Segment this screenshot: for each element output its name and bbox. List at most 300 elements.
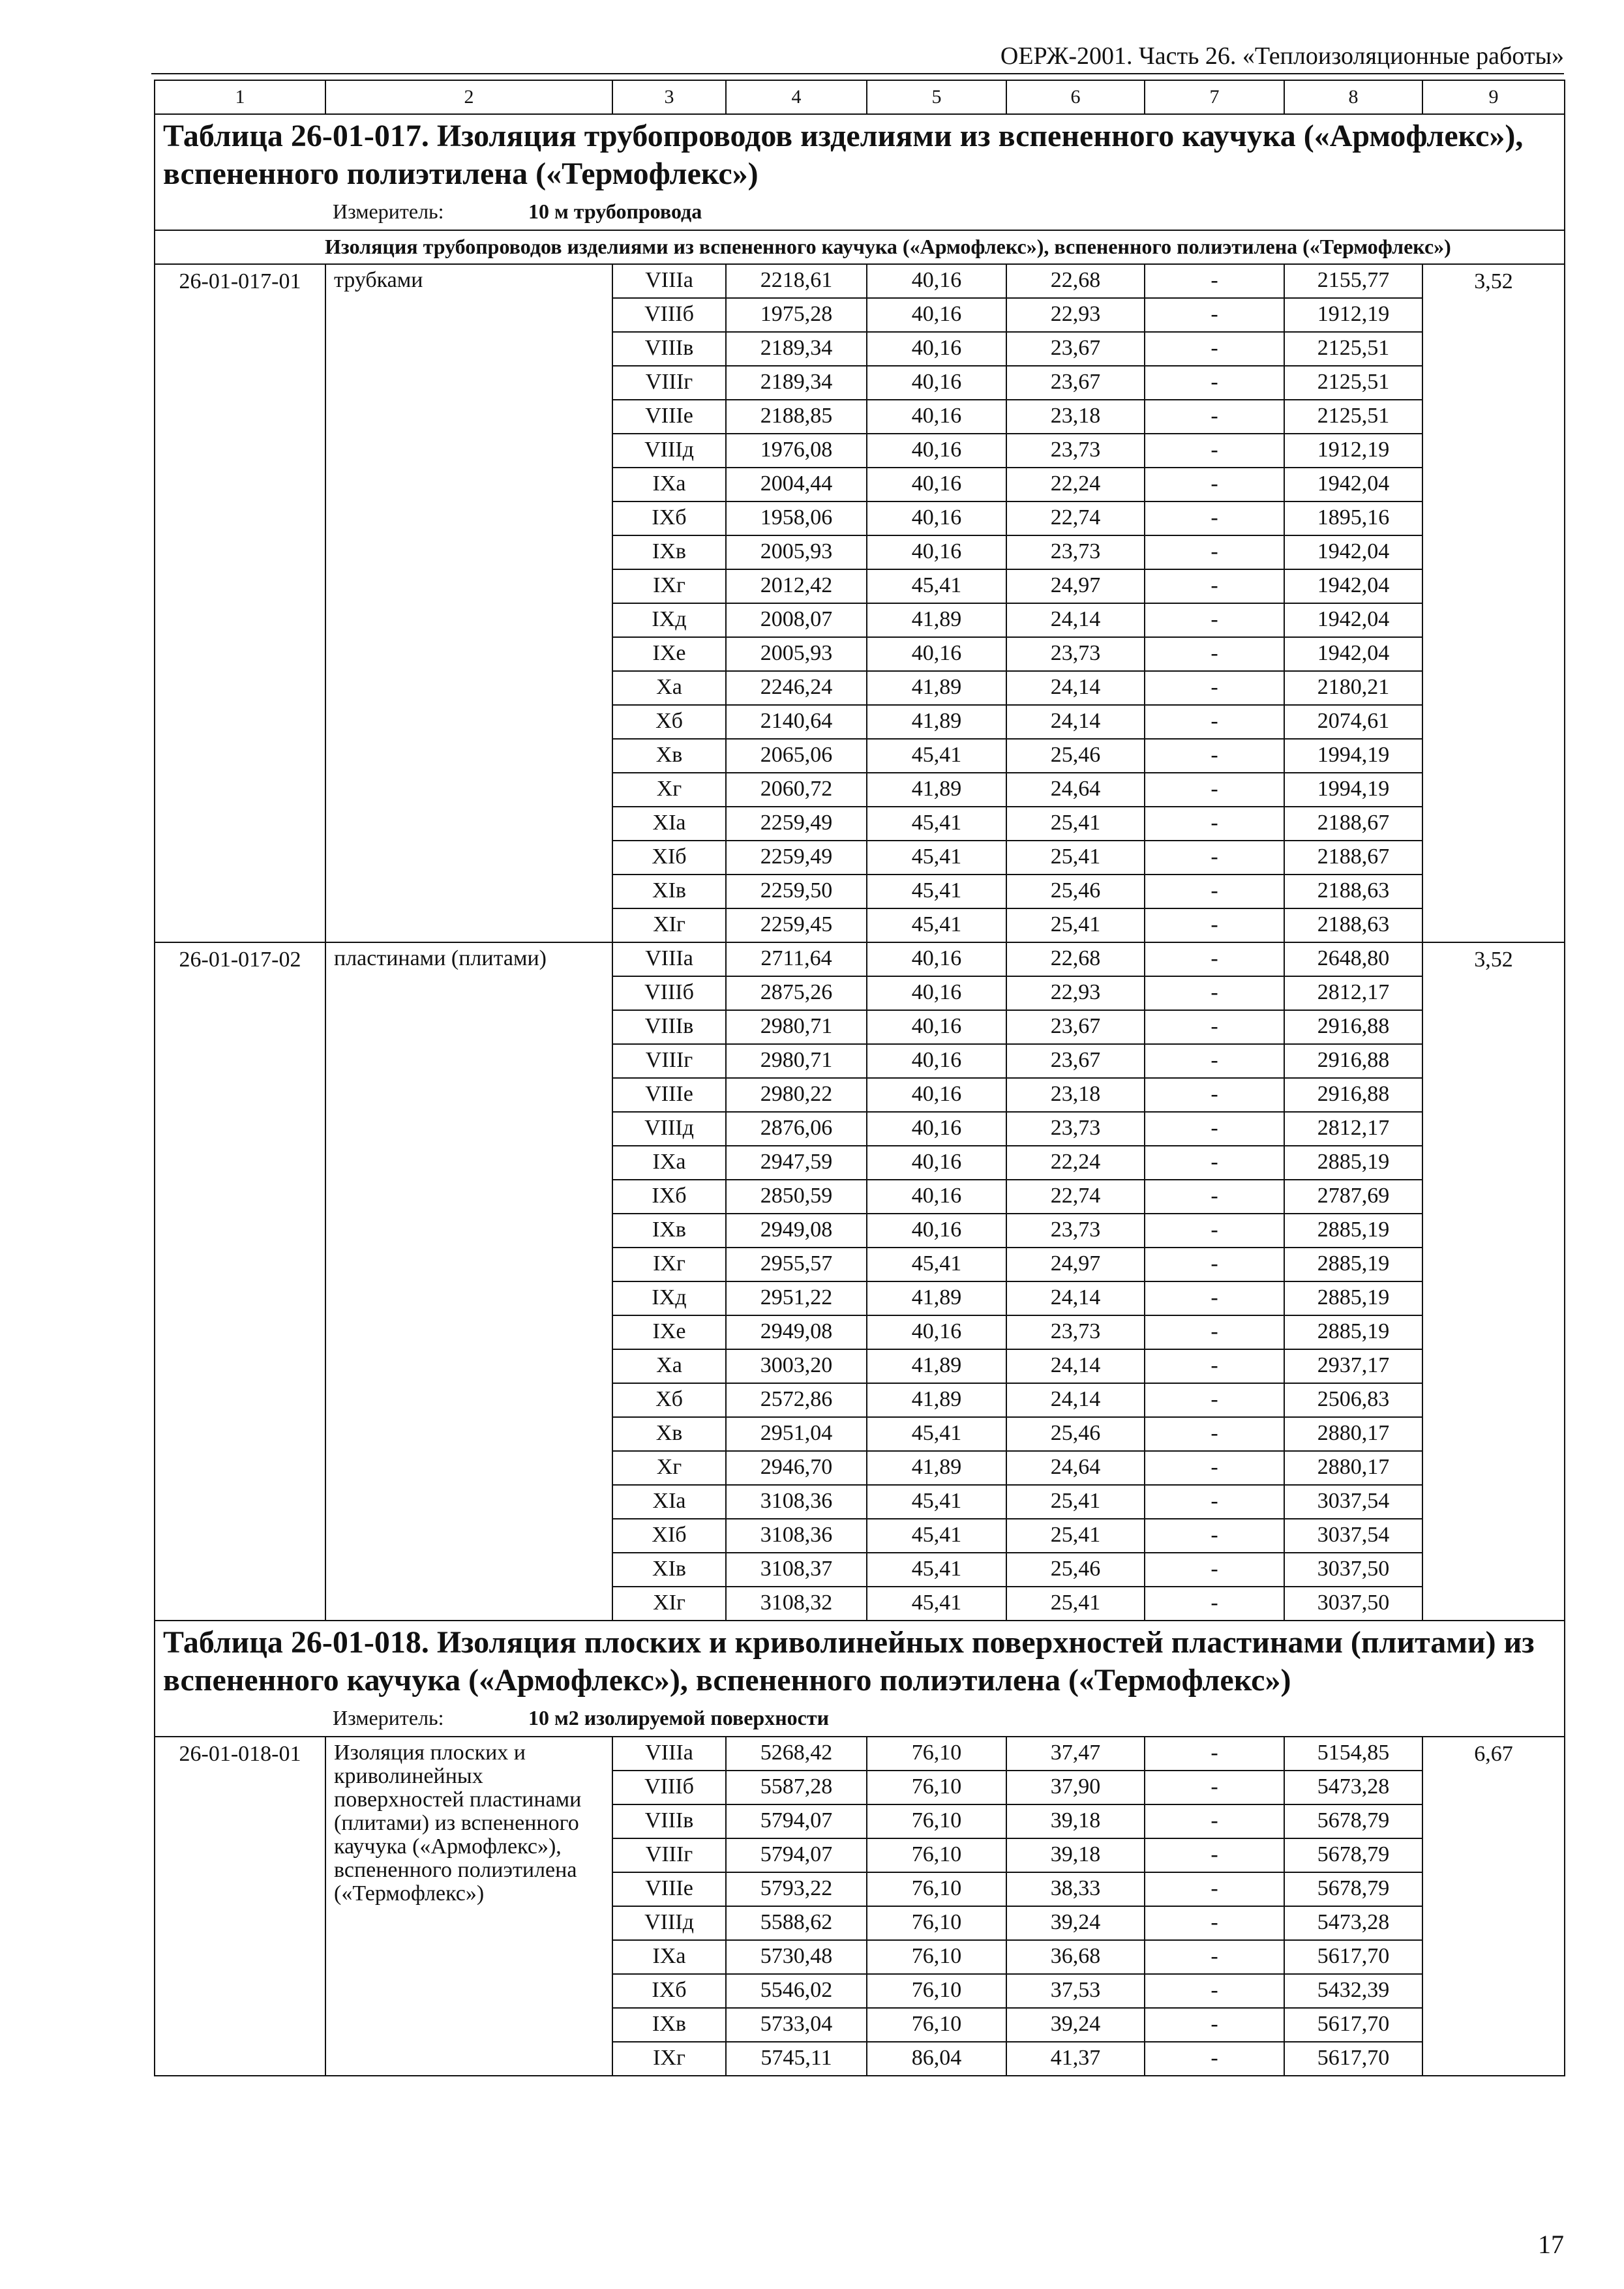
- table-cell: Xб: [612, 1383, 726, 1417]
- table-cell: 2980,71: [726, 1010, 867, 1044]
- table-cell: 5617,70: [1284, 2042, 1422, 2076]
- table-cell: 3003,20: [726, 1349, 867, 1383]
- table-cell: -: [1145, 1248, 1284, 1281]
- table-cell: IXа: [612, 1940, 726, 1974]
- table-cell: 2947,59: [726, 1146, 867, 1180]
- table-cell: 23,18: [1006, 1078, 1145, 1112]
- table-cell: 37,53: [1006, 1974, 1145, 2008]
- table-cell: 76,10: [867, 1872, 1006, 1906]
- table-cell: VIIIб: [612, 976, 726, 1010]
- table-cell: 2188,63: [1284, 908, 1422, 942]
- table-cell: XIб: [612, 1519, 726, 1553]
- table-cell: 22,68: [1006, 942, 1145, 976]
- table-cell: -: [1145, 1804, 1284, 1838]
- measure-line: [163, 1703, 1556, 1732]
- table-cell: 2916,88: [1284, 1010, 1422, 1044]
- table-cell: 5546,02: [726, 1974, 867, 2008]
- table-cell: 1975,28: [726, 298, 867, 332]
- table-cell: 3108,36: [726, 1485, 867, 1519]
- table-cell: -: [1145, 705, 1284, 739]
- table-cell: 40,16: [867, 1044, 1006, 1078]
- table-cell: 2125,51: [1284, 366, 1422, 400]
- table-cell: 24,14: [1006, 1281, 1145, 1315]
- table-cell: 40,16: [867, 1315, 1006, 1349]
- table-cell: 76,10: [867, 1737, 1006, 1771]
- rate-code: 26-01-018-01: [155, 1737, 325, 2076]
- table-cell: 41,89: [867, 1383, 1006, 1417]
- table-cell: 2155,77: [1284, 264, 1422, 298]
- table-cell: 40,16: [867, 637, 1006, 671]
- table-cell: -: [1145, 468, 1284, 501]
- table-cell: 45,41: [867, 1485, 1006, 1519]
- table-cell: -: [1145, 603, 1284, 637]
- table-cell: 23,73: [1006, 1315, 1145, 1349]
- table-cell: 1942,04: [1284, 535, 1422, 569]
- table-cell: -: [1145, 1485, 1284, 1519]
- column-number-row: [155, 80, 1565, 114]
- table-cell: -: [1145, 1010, 1284, 1044]
- table-cell: VIIIв: [612, 332, 726, 366]
- table-cell: 2885,19: [1284, 1248, 1422, 1281]
- table-cell: 1976,08: [726, 434, 867, 468]
- table-cell: 76,10: [867, 1838, 1006, 1872]
- column-number: 3: [612, 80, 726, 114]
- table-cell: 2012,42: [726, 569, 867, 603]
- table-cell: 40,16: [867, 1180, 1006, 1214]
- table-cell: -: [1145, 1383, 1284, 1417]
- table-cell: 45,41: [867, 807, 1006, 841]
- table-cell: 1942,04: [1284, 637, 1422, 671]
- table-cell: 22,93: [1006, 298, 1145, 332]
- table-cell: 23,67: [1006, 1044, 1145, 1078]
- measure-label: Измеритель:: [333, 1706, 444, 1729]
- table-cell: Xа: [612, 671, 726, 705]
- table-cell: -: [1145, 1146, 1284, 1180]
- table-cell: -: [1145, 2042, 1284, 2076]
- table-cell: VIIIа: [612, 264, 726, 298]
- table-cell: 2188,67: [1284, 807, 1422, 841]
- table-cell: 45,41: [867, 875, 1006, 908]
- column-number: 5: [867, 80, 1006, 114]
- table-cell: XIг: [612, 908, 726, 942]
- table-cell: 25,41: [1006, 841, 1145, 875]
- table-cell: 2949,08: [726, 1214, 867, 1248]
- table-cell: XIа: [612, 1485, 726, 1519]
- table-cell: 2980,22: [726, 1078, 867, 1112]
- table-cell: 2180,21: [1284, 671, 1422, 705]
- table-cell: 45,41: [867, 1519, 1006, 1553]
- table-cell: Xв: [612, 1417, 726, 1451]
- table-cell: 2711,64: [726, 942, 867, 976]
- table-cell: -: [1145, 1771, 1284, 1804]
- table-cell: 23,73: [1006, 1214, 1145, 1248]
- table-cell: 23,73: [1006, 434, 1145, 468]
- table-cell: 24,14: [1006, 671, 1145, 705]
- table-cell: VIIIе: [612, 1872, 726, 1906]
- rate-coefficient: 3,52: [1422, 264, 1565, 942]
- table-cell: 5473,28: [1284, 1906, 1422, 1940]
- table-cell: 2259,49: [726, 841, 867, 875]
- measure-line: [163, 197, 1556, 226]
- table-cell: 25,41: [1006, 807, 1145, 841]
- table-cell: -: [1145, 1940, 1284, 1974]
- column-number: 2: [325, 80, 612, 114]
- table-cell: -: [1145, 1078, 1284, 1112]
- table-cell: 40,16: [867, 332, 1006, 366]
- table-cell: 40,16: [867, 1010, 1006, 1044]
- table-cell: VIIIб: [612, 298, 726, 332]
- table-cell: 40,16: [867, 1214, 1006, 1248]
- rate-coefficient: 6,67: [1422, 1737, 1565, 2076]
- table-cell: -: [1145, 908, 1284, 942]
- table-cell: 2074,61: [1284, 705, 1422, 739]
- table-title: Таблица 26-01-017. Изоляция трубопроводов изделиями из вспененного каучука («Армофлекс»), вспененного полиэтилена («Термофлекс»): [163, 119, 1524, 191]
- table-cell: 22,74: [1006, 1180, 1145, 1214]
- column-number: 8: [1284, 80, 1422, 114]
- table-cell: 40,16: [867, 1078, 1006, 1112]
- table-cell: 1994,19: [1284, 739, 1422, 773]
- table-cell: 2218,61: [726, 264, 867, 298]
- table-cell: 24,64: [1006, 773, 1145, 807]
- page-number: 17: [1538, 2230, 1564, 2259]
- table-cell: -: [1145, 569, 1284, 603]
- table-cell: -: [1145, 671, 1284, 705]
- table-cell: 2259,45: [726, 908, 867, 942]
- table-cell: 25,46: [1006, 875, 1145, 908]
- table-cell: 39,18: [1006, 1838, 1145, 1872]
- table-row: [155, 942, 1565, 976]
- table-cell: IXв: [612, 1214, 726, 1248]
- table-cell: 25,46: [1006, 1553, 1145, 1587]
- table-row: [155, 264, 1565, 298]
- table-cell: -: [1145, 1838, 1284, 1872]
- table-cell: XIв: [612, 875, 726, 908]
- table-cell: 40,16: [867, 1112, 1006, 1146]
- table-cell: 40,16: [867, 366, 1006, 400]
- table-cell: XIа: [612, 807, 726, 841]
- table-cell: 5678,79: [1284, 1804, 1422, 1838]
- table-cell: 41,89: [867, 603, 1006, 637]
- column-number: 9: [1422, 80, 1565, 114]
- table-cell: VIIIв: [612, 1010, 726, 1044]
- table-cell: 1942,04: [1284, 468, 1422, 501]
- table-cell: 2125,51: [1284, 332, 1422, 366]
- table-cell: Xг: [612, 1451, 726, 1485]
- table-cell: 41,89: [867, 705, 1006, 739]
- table-cell: 24,14: [1006, 705, 1145, 739]
- table-cell: 2188,67: [1284, 841, 1422, 875]
- table-cell: 2060,72: [726, 773, 867, 807]
- table-cell: 22,93: [1006, 976, 1145, 1010]
- table-cell: 45,41: [867, 1417, 1006, 1451]
- table-cell: 39,24: [1006, 2008, 1145, 2042]
- table-cell: 2885,19: [1284, 1281, 1422, 1315]
- table-title-cell: [155, 114, 1565, 230]
- table-cell: VIIIе: [612, 400, 726, 434]
- table-cell: 2005,93: [726, 637, 867, 671]
- table-cell: -: [1145, 264, 1284, 298]
- table-cell: 2880,17: [1284, 1417, 1422, 1451]
- table-cell: 2916,88: [1284, 1078, 1422, 1112]
- table-cell: 2188,85: [726, 400, 867, 434]
- table-cell: -: [1145, 298, 1284, 332]
- table-cell: 2876,06: [726, 1112, 867, 1146]
- table-cell: 1912,19: [1284, 434, 1422, 468]
- measure-value: 10 м2 изолируемой поверхности: [528, 1706, 829, 1729]
- table-cell: 2885,19: [1284, 1214, 1422, 1248]
- table-cell: -: [1145, 1417, 1284, 1451]
- table-cell: XIб: [612, 841, 726, 875]
- table-cell: VIIIе: [612, 1078, 726, 1112]
- table-cell: XIв: [612, 1553, 726, 1587]
- header-rule: [151, 73, 1564, 74]
- table-row: [155, 1737, 1565, 1771]
- table-cell: 2572,86: [726, 1383, 867, 1417]
- table-cell: IXб: [612, 1974, 726, 2008]
- table-cell: 40,16: [867, 1146, 1006, 1180]
- table-cell: 1942,04: [1284, 603, 1422, 637]
- table-cell: VIIIд: [612, 1906, 726, 1940]
- table-cell: IXа: [612, 1146, 726, 1180]
- table-cell: -: [1145, 637, 1284, 671]
- table-cell: -: [1145, 535, 1284, 569]
- table-cell: Xг: [612, 773, 726, 807]
- table-cell: -: [1145, 942, 1284, 976]
- table-cell: -: [1145, 773, 1284, 807]
- table-cell: 76,10: [867, 1974, 1006, 2008]
- table-cell: 5678,79: [1284, 1838, 1422, 1872]
- table-cell: 3108,36: [726, 1519, 867, 1553]
- table-cell: VIIIг: [612, 1044, 726, 1078]
- table-cell: 5730,48: [726, 1940, 867, 1974]
- table-cell: 45,41: [867, 841, 1006, 875]
- table-cell: -: [1145, 1872, 1284, 1906]
- table-cell: 22,74: [1006, 501, 1145, 535]
- table-cell: 5617,70: [1284, 1940, 1422, 1974]
- table-cell: 24,64: [1006, 1451, 1145, 1485]
- table-cell: -: [1145, 501, 1284, 535]
- table-title-row: [155, 1621, 1565, 1737]
- table-cell: 25,41: [1006, 908, 1145, 942]
- table-cell: 24,14: [1006, 603, 1145, 637]
- table-cell: IXе: [612, 1315, 726, 1349]
- table-cell: -: [1145, 400, 1284, 434]
- table-cell: 2980,71: [726, 1044, 867, 1078]
- table-subtitle: Изоляция трубопроводов изделиями из вспененного каучука («Армофлекс»), вспененного полиэтилена («Термофлекс»): [155, 230, 1565, 264]
- table-cell: 2008,07: [726, 603, 867, 637]
- table-cell: 39,24: [1006, 1906, 1145, 1940]
- table-cell: -: [1145, 1214, 1284, 1248]
- table-cell: 25,41: [1006, 1519, 1145, 1553]
- table-cell: 25,46: [1006, 739, 1145, 773]
- table-cell: 2885,19: [1284, 1315, 1422, 1349]
- table-cell: 24,97: [1006, 569, 1145, 603]
- table-cell: IXд: [612, 603, 726, 637]
- table-cell: 76,10: [867, 1804, 1006, 1838]
- table-cell: IXб: [612, 501, 726, 535]
- table-cell: 40,16: [867, 468, 1006, 501]
- table-cell: 2812,17: [1284, 1112, 1422, 1146]
- rate-code: 26-01-017-02: [155, 942, 325, 1621]
- table-cell: -: [1145, 2008, 1284, 2042]
- rates-table: [154, 80, 1565, 2076]
- table-cell: 5587,28: [726, 1771, 867, 1804]
- table-cell: 76,10: [867, 1771, 1006, 1804]
- table-cell: 2188,63: [1284, 875, 1422, 908]
- table-cell: 1912,19: [1284, 298, 1422, 332]
- table-cell: Xа: [612, 1349, 726, 1383]
- table-cell: 23,73: [1006, 535, 1145, 569]
- table-cell: 45,41: [867, 1553, 1006, 1587]
- table-cell: IXб: [612, 1180, 726, 1214]
- table-cell: 1958,06: [726, 501, 867, 535]
- rate-name: пластинами (плитами): [325, 942, 612, 1621]
- column-number: 6: [1006, 80, 1145, 114]
- table-cell: -: [1145, 366, 1284, 400]
- table-cell: 5432,39: [1284, 1974, 1422, 2008]
- table-cell: 22,24: [1006, 1146, 1145, 1180]
- table-cell: IXа: [612, 468, 726, 501]
- table-cell: VIIIг: [612, 366, 726, 400]
- table-cell: 41,37: [1006, 2042, 1145, 2076]
- table-cell: 2140,64: [726, 705, 867, 739]
- table-cell: -: [1145, 1737, 1284, 1771]
- table-cell: 5794,07: [726, 1838, 867, 1872]
- table-cell: 5154,85: [1284, 1737, 1422, 1771]
- rate-name: трубками: [325, 264, 612, 942]
- table-cell: 1895,16: [1284, 501, 1422, 535]
- table-cell: 2946,70: [726, 1451, 867, 1485]
- table-cell: 22,68: [1006, 264, 1145, 298]
- table-cell: VIIIд: [612, 1112, 726, 1146]
- rate-code: 26-01-017-01: [155, 264, 325, 942]
- table-cell: 5473,28: [1284, 1771, 1422, 1804]
- table-cell: 2812,17: [1284, 976, 1422, 1010]
- table-cell: -: [1145, 434, 1284, 468]
- table-cell: 23,67: [1006, 1010, 1145, 1044]
- table-cell: 2951,22: [726, 1281, 867, 1315]
- table-cell: IXв: [612, 535, 726, 569]
- table-cell: 2189,34: [726, 332, 867, 366]
- table-cell: 22,24: [1006, 468, 1145, 501]
- table-cell: 40,16: [867, 264, 1006, 298]
- table-cell: IXв: [612, 2008, 726, 2042]
- table-cell: 2189,34: [726, 366, 867, 400]
- table-cell: 2850,59: [726, 1180, 867, 1214]
- rate-coefficient: 3,52: [1422, 942, 1565, 1621]
- table-cell: 37,90: [1006, 1771, 1145, 1804]
- table-cell: -: [1145, 1044, 1284, 1078]
- table-cell: -: [1145, 1112, 1284, 1146]
- table-cell: -: [1145, 1451, 1284, 1485]
- table-cell: 3037,54: [1284, 1519, 1422, 1553]
- table-cell: VIIIг: [612, 1838, 726, 1872]
- measure-label: Измеритель:: [333, 200, 444, 223]
- table-cell: 2004,44: [726, 468, 867, 501]
- column-number: 4: [726, 80, 867, 114]
- table-cell: 24,14: [1006, 1349, 1145, 1383]
- table-cell: 2949,08: [726, 1315, 867, 1349]
- table-cell: IXг: [612, 1248, 726, 1281]
- table-cell: 2937,17: [1284, 1349, 1422, 1383]
- table-cell: 76,10: [867, 1940, 1006, 1974]
- table-cell: 23,73: [1006, 637, 1145, 671]
- table-cell: 23,67: [1006, 332, 1145, 366]
- table-cell: 41,89: [867, 671, 1006, 705]
- table-cell: 45,41: [867, 569, 1006, 603]
- table-cell: 5678,79: [1284, 1872, 1422, 1906]
- table-cell: 3108,32: [726, 1587, 867, 1621]
- table-cell: -: [1145, 1553, 1284, 1587]
- table-title-row: [155, 114, 1565, 230]
- table-cell: 39,18: [1006, 1804, 1145, 1838]
- table-cell: -: [1145, 1180, 1284, 1214]
- table-cell: -: [1145, 1281, 1284, 1315]
- table-cell: 40,16: [867, 942, 1006, 976]
- table-cell: 5268,42: [726, 1737, 867, 1771]
- table-cell: -: [1145, 332, 1284, 366]
- table-cell: 25,46: [1006, 1417, 1145, 1451]
- table-cell: 45,41: [867, 739, 1006, 773]
- column-number: 1: [155, 80, 325, 114]
- table-cell: VIIIа: [612, 942, 726, 976]
- table-cell: 45,41: [867, 908, 1006, 942]
- table-cell: Xб: [612, 705, 726, 739]
- column-number: 7: [1145, 80, 1284, 114]
- table-cell: 45,41: [867, 1587, 1006, 1621]
- table-cell: IXг: [612, 2042, 726, 2076]
- table-cell: -: [1145, 739, 1284, 773]
- table-cell: 2648,80: [1284, 942, 1422, 976]
- table-cell: 37,47: [1006, 1737, 1145, 1771]
- table-cell: 5733,04: [726, 2008, 867, 2042]
- table-cell: 2787,69: [1284, 1180, 1422, 1214]
- table-cell: 40,16: [867, 976, 1006, 1010]
- table-cell: -: [1145, 1519, 1284, 1553]
- table-cell: -: [1145, 1974, 1284, 2008]
- table-cell: 36,68: [1006, 1940, 1145, 1974]
- table-cell: -: [1145, 807, 1284, 841]
- table-cell: IXд: [612, 1281, 726, 1315]
- table-cell: 2885,19: [1284, 1146, 1422, 1180]
- table-cell: 41,89: [867, 1349, 1006, 1383]
- table-cell: XIг: [612, 1587, 726, 1621]
- table-cell: -: [1145, 1349, 1284, 1383]
- table-cell: 3108,37: [726, 1553, 867, 1587]
- table-cell: 24,14: [1006, 1383, 1145, 1417]
- table-cell: 23,73: [1006, 1112, 1145, 1146]
- table-cell: 2246,24: [726, 671, 867, 705]
- table-cell: 40,16: [867, 298, 1006, 332]
- table-cell: 2880,17: [1284, 1451, 1422, 1485]
- table-cell: 41,89: [867, 1451, 1006, 1485]
- table-cell: 41,89: [867, 1281, 1006, 1315]
- table-cell: -: [1145, 841, 1284, 875]
- table-cell: 5794,07: [726, 1804, 867, 1838]
- table-cell: Xв: [612, 739, 726, 773]
- table-cell: 3037,50: [1284, 1553, 1422, 1587]
- table-cell: 40,16: [867, 501, 1006, 535]
- table-cell: 2875,26: [726, 976, 867, 1010]
- table-cell: 40,16: [867, 434, 1006, 468]
- table-cell: VIIIв: [612, 1804, 726, 1838]
- rate-name: Изоляция плоских и криволинейных поверхностей пластинами (плитами) из вспененного каучука («Армофлекс»), вспененного полиэтилена («Термофлекс»): [325, 1737, 612, 2076]
- table-cell: 2065,06: [726, 739, 867, 773]
- table-cell: 5617,70: [1284, 2008, 1422, 2042]
- table-cell: 76,10: [867, 1906, 1006, 1940]
- table-cell: -: [1145, 1315, 1284, 1349]
- table-cell: -: [1145, 1906, 1284, 1940]
